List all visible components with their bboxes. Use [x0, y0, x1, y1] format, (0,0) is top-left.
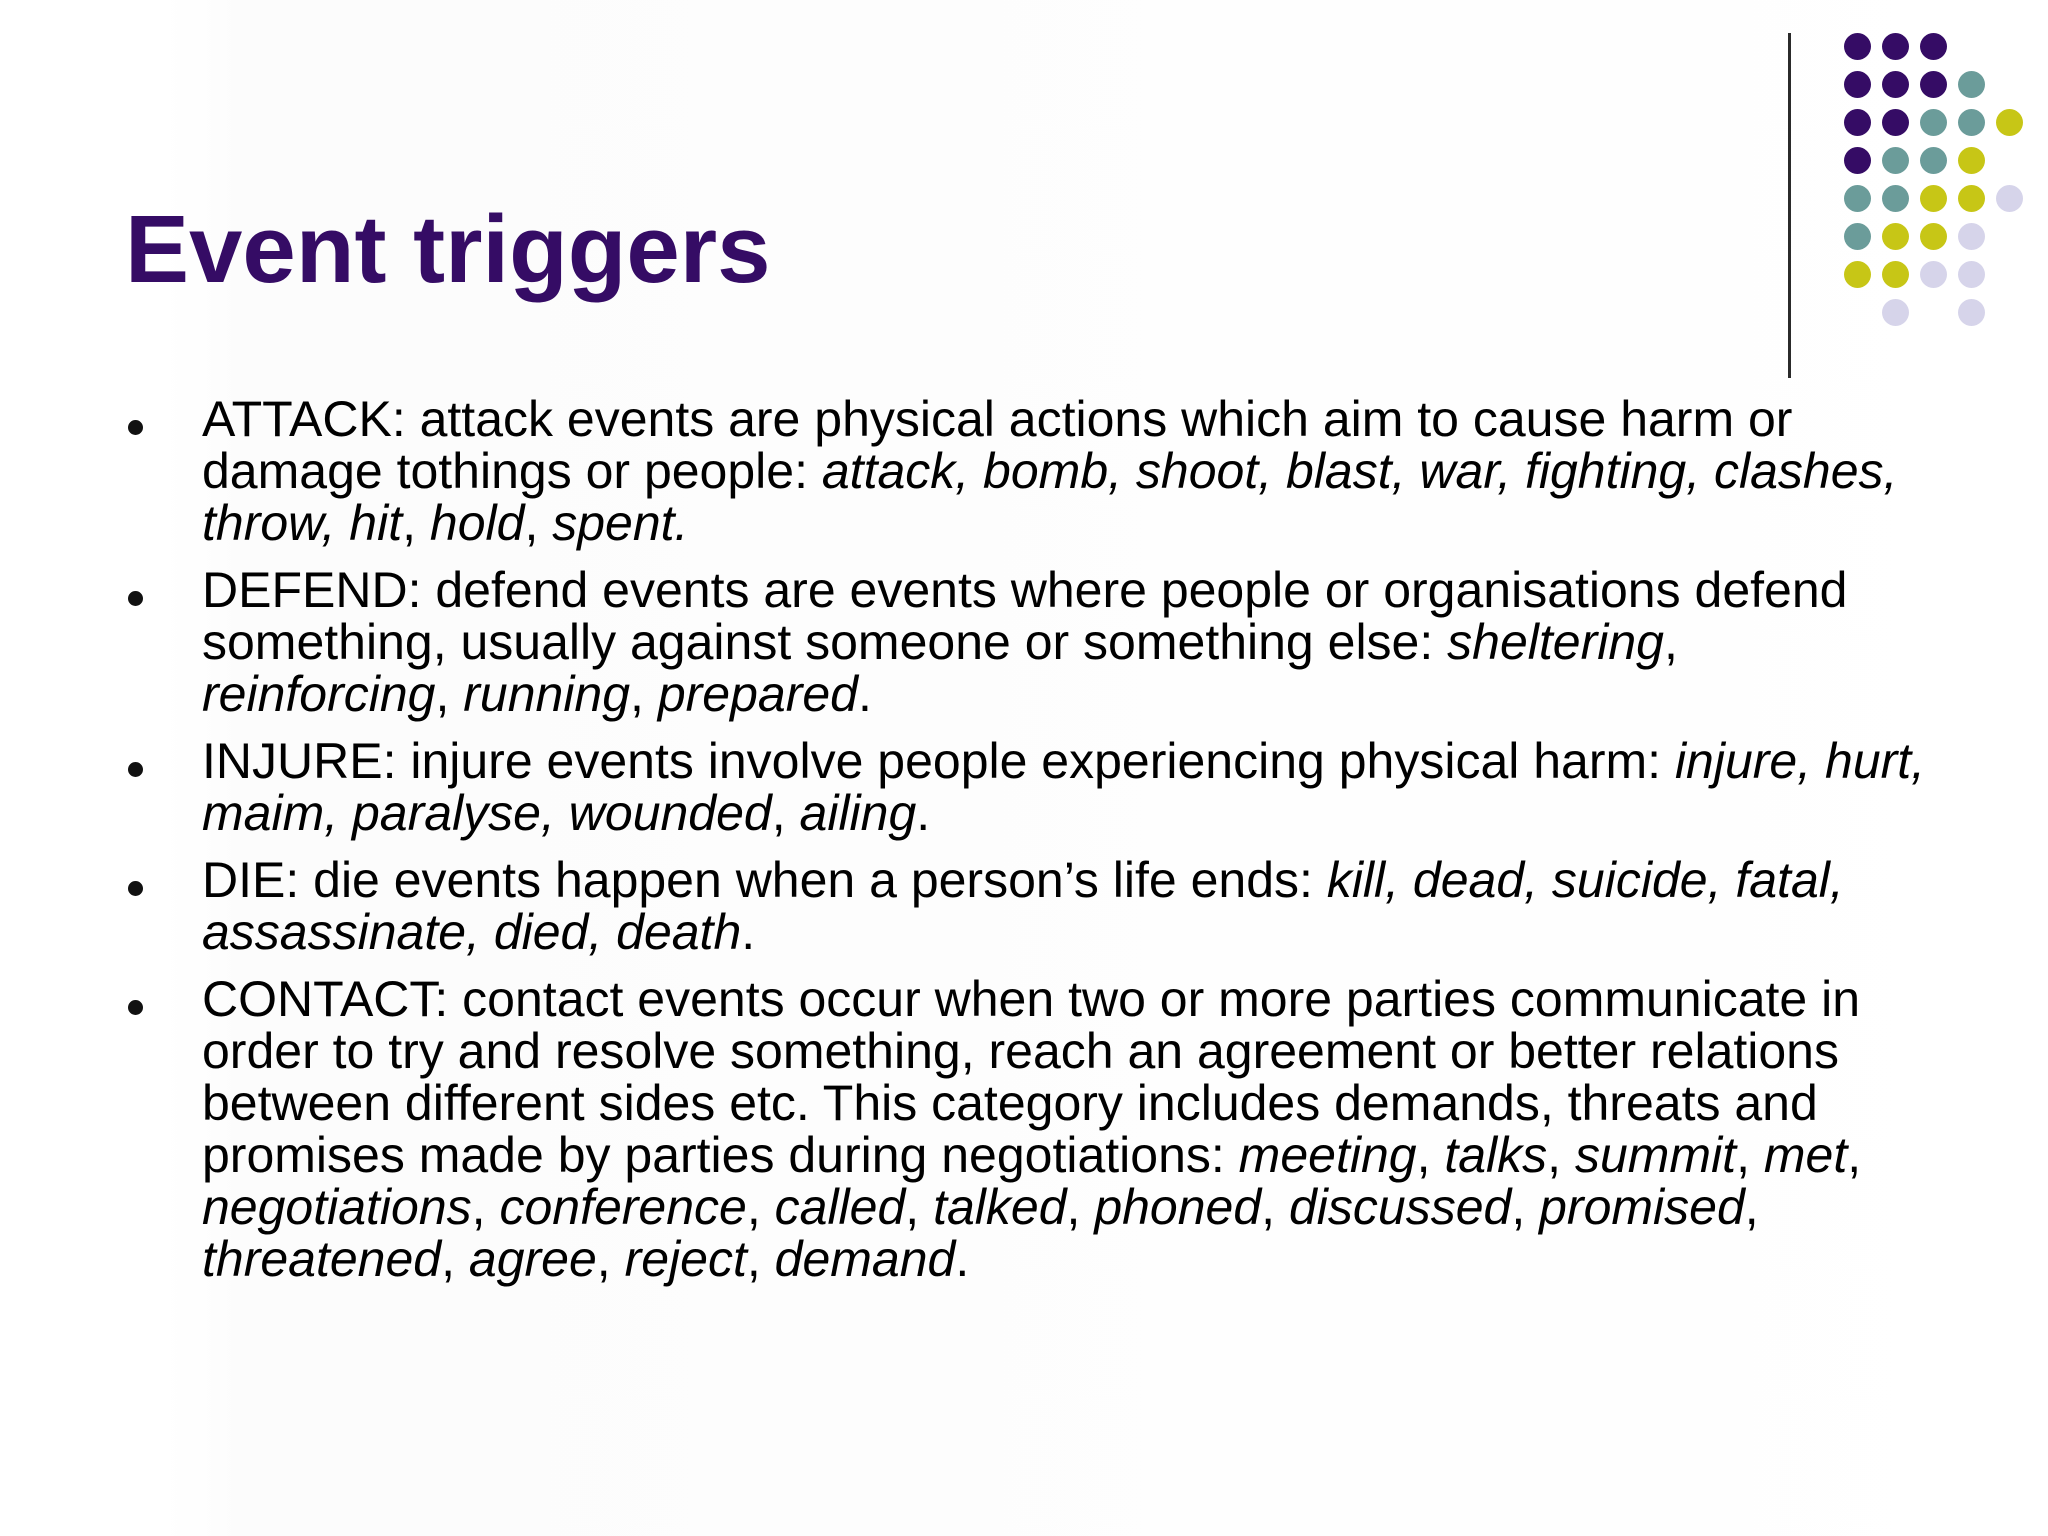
trigger-term: attack, bomb, shoot, blast, war, fighting, clashes, throw, hit [202, 443, 1898, 551]
bullet-text [202, 735, 1926, 839]
trigger-term: discussed [1288, 1179, 1512, 1235]
decorative-dot-icon [1920, 147, 1947, 174]
trigger-term: agree [468, 1231, 597, 1287]
decorative-dot-icon [1844, 261, 1871, 288]
trigger-term: promised [1539, 1179, 1745, 1235]
bullet-dot-icon [128, 591, 143, 606]
bullet-text-segment: , [441, 1231, 469, 1287]
slide-title: Event triggers [125, 196, 771, 303]
trigger-term: talks [1444, 1127, 1548, 1183]
trigger-term: reject [624, 1231, 747, 1287]
bullet-text [202, 973, 1926, 1285]
decorative-dot-icon [1958, 299, 1985, 326]
decorative-dot-icon [1920, 109, 1947, 136]
bullet-text-segment: , [630, 666, 658, 722]
bullet-dot-icon [128, 420, 143, 435]
decorative-dot-icon [1844, 71, 1871, 98]
title-divider-line [1788, 33, 1791, 378]
bullet-text-segment: , [1261, 1179, 1289, 1235]
decorative-dot-icon [1958, 109, 1985, 136]
decorative-dot-icon [1958, 185, 1985, 212]
bullet-text-segment: , [524, 495, 553, 551]
decorative-dot-icon [1882, 71, 1909, 98]
bullet-text-segment: , [471, 1179, 500, 1235]
trigger-term: meeting [1238, 1127, 1417, 1183]
bullet-text-segment: , [1663, 614, 1678, 670]
trigger-term: kill, dead, suicide, fatal, assassinate, died, death [202, 852, 1844, 960]
trigger-term: threatened [202, 1231, 442, 1287]
bullet-text-segment: , [402, 495, 430, 551]
bullet-text-segment: , [905, 1179, 934, 1235]
decorative-dot-icon [1920, 261, 1947, 288]
decorative-dot-icon [1996, 185, 2023, 212]
bullet-item [126, 735, 1926, 839]
decorative-dot-icon [1882, 223, 1909, 250]
decorative-dot-icon [1920, 223, 1947, 250]
bullet-text-segment: , [435, 666, 464, 722]
bullet-item [126, 393, 1926, 549]
decorative-dot-icon [1882, 299, 1909, 326]
bullet-text-segment: DIE: die events happen when a person’s life ends: [202, 852, 1327, 908]
bullet-text-segment: , [1511, 1179, 1540, 1235]
decorative-dot-icon [1920, 33, 1947, 60]
bullet-dot-icon [128, 1000, 143, 1015]
bullet-text-segment: , [746, 1179, 775, 1235]
bullet-item [126, 973, 1926, 1285]
bullet-text-segment: , [771, 785, 800, 841]
decorative-dot-icon [1958, 71, 1985, 98]
decorative-dot-icon [1882, 109, 1909, 136]
trigger-term: spent. [552, 495, 689, 551]
trigger-term: hold [429, 495, 525, 551]
bullet-text-segment: . [858, 666, 872, 722]
trigger-term: ailing [799, 785, 917, 841]
trigger-term: prepared [657, 666, 858, 722]
bullet-text-segment: . [955, 1231, 970, 1287]
bullet-text-segment: , [1416, 1127, 1445, 1183]
decorative-dot-icon [1920, 71, 1947, 98]
bullet-list [126, 393, 1926, 1300]
bullet-text-segment: , [1066, 1179, 1095, 1235]
decorative-dot-icon [1882, 185, 1909, 212]
bullet-text-segment: , [1547, 1127, 1575, 1183]
decorative-dot-icon [1958, 261, 1985, 288]
bullet-text-segment: ATTACK: attack events are physical actions which aim to cause harm or damage tothings or people: [202, 391, 1793, 499]
decorative-dot-icon [1882, 33, 1909, 60]
trigger-term: met [1763, 1127, 1848, 1183]
bullet-item [126, 564, 1926, 720]
decorative-dot-icon [1958, 147, 1985, 174]
trigger-term: summit [1574, 1127, 1737, 1183]
decorative-dot-icon [1844, 185, 1871, 212]
trigger-term: reinforcing [202, 666, 436, 722]
bullet-text-segment: , [746, 1231, 775, 1287]
trigger-term: phoned [1094, 1179, 1262, 1235]
bullet-text-segment: . [916, 785, 931, 841]
trigger-term: talked [933, 1179, 1067, 1235]
decorative-dot-icon [1844, 223, 1871, 250]
bullet-text [202, 393, 1926, 549]
decorative-dot-icon [1996, 109, 2023, 136]
bullet-text-segment: CONTACT: contact events occur when two or more parties communicate in order to try and resolve something, reach an agreement or better relations between different sides etc. This category includes demands, threats and promises made by parties during negotiations: [202, 971, 1861, 1183]
bullet-text-segment: DEFEND: defend events are events where people or organisations defend something, usually against someone or something else: [202, 562, 1848, 670]
bullet-text-segment: , [596, 1231, 625, 1287]
bullet-text [202, 564, 1926, 720]
trigger-term: called [774, 1179, 906, 1235]
bullet-text-segment: , [1847, 1127, 1862, 1183]
trigger-term: sheltering [1447, 614, 1664, 670]
decorative-dot-icon [1920, 185, 1947, 212]
bullet-text-segment: . [741, 904, 756, 960]
bullet-dot-icon [128, 762, 143, 777]
trigger-term: conference [499, 1179, 747, 1235]
decorative-dot-icon [1844, 33, 1871, 60]
decorative-dot-icon [1882, 147, 1909, 174]
trigger-term: demand [774, 1231, 956, 1287]
decorative-dot-icon [1882, 261, 1909, 288]
bullet-text-segment: , [1736, 1127, 1764, 1183]
bullet-text [202, 854, 1926, 958]
trigger-term: injure, hurt, maim, paralyse, wounded [202, 733, 1926, 841]
trigger-term: running [463, 666, 631, 722]
bullet-text-segment: INJURE: injure events involve people experiencing physical harm: [202, 733, 1675, 789]
bullet-dot-icon [128, 881, 143, 896]
decorative-dot-icon [1844, 109, 1871, 136]
decorative-dot-icon [1844, 147, 1871, 174]
bullet-item [126, 854, 1926, 958]
bullet-text-segment: , [1744, 1179, 1759, 1235]
trigger-term: negotiations [202, 1179, 472, 1235]
decorative-dot-icon [1958, 223, 1985, 250]
